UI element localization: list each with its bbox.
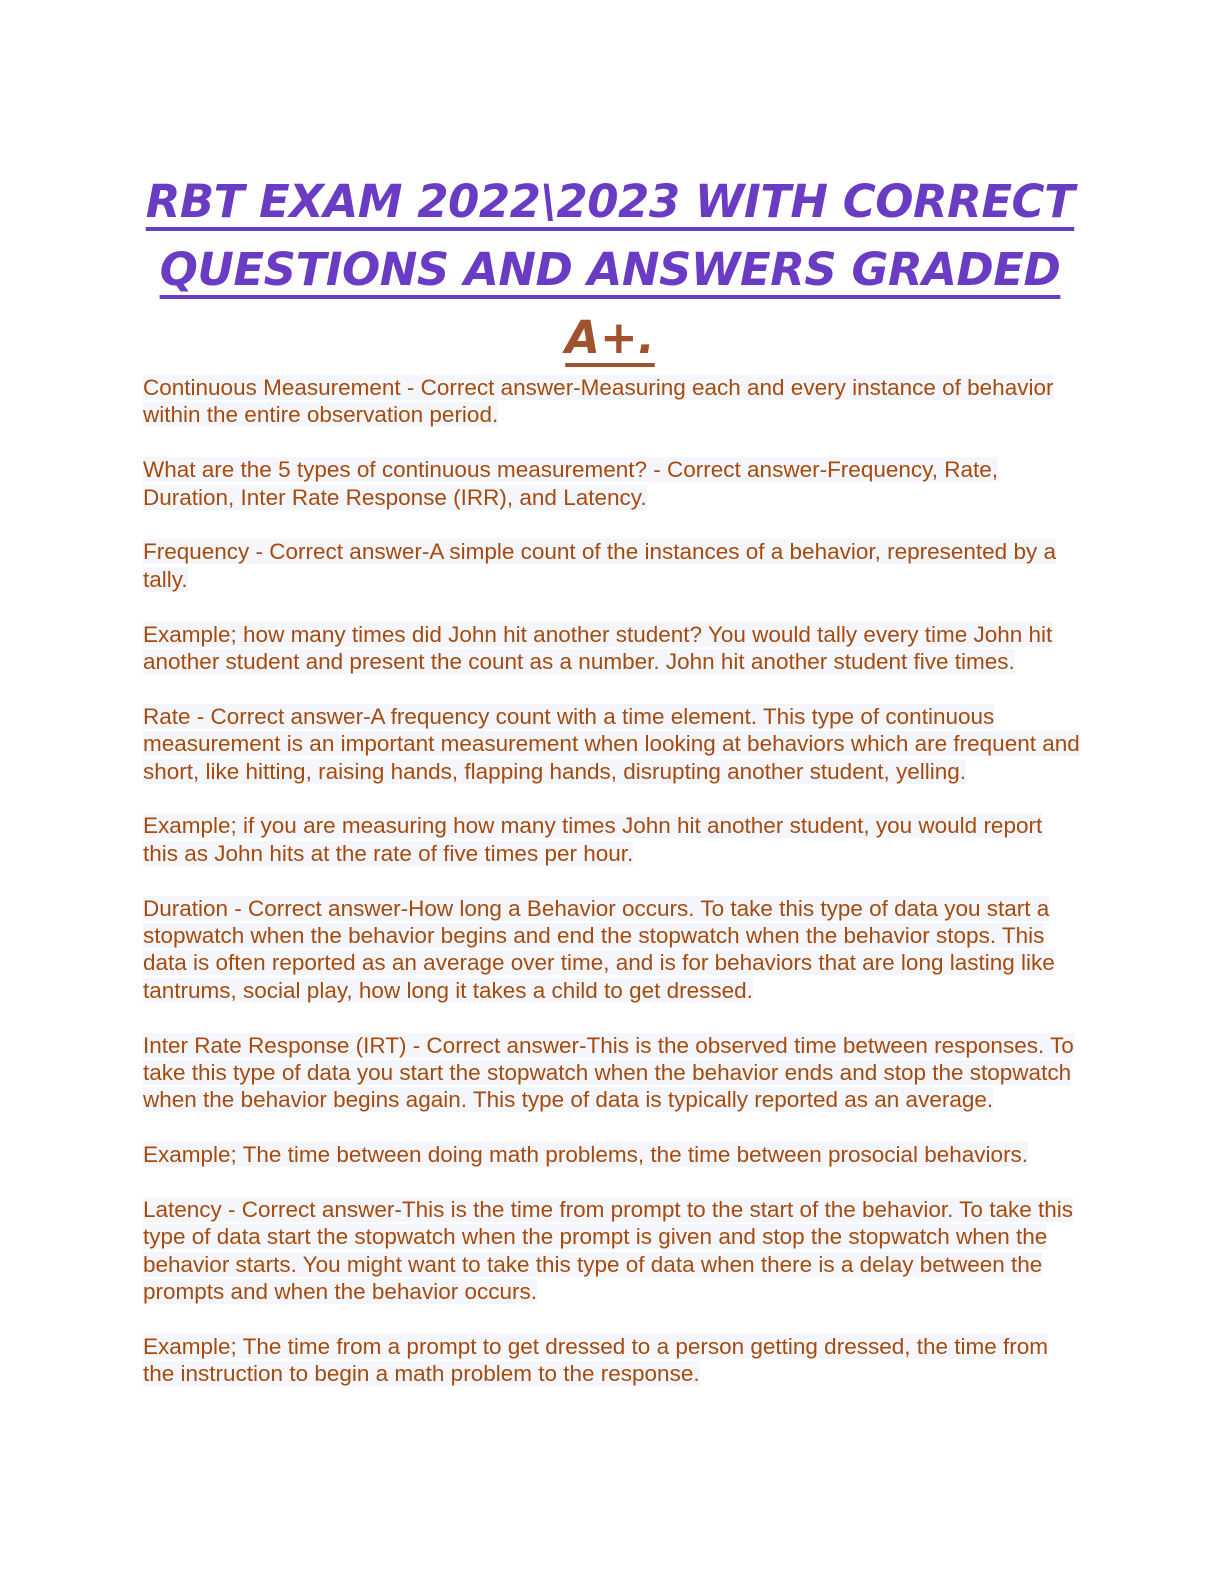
- paragraph-text: Continuous Measurement - Correct answer-Measuring each and every instance of behavior within the entire observation period.: [143, 375, 1054, 428]
- qa-paragraph: [143, 621, 1083, 676]
- title-line-2-text: QUESTIONS AND ANSWERS GRADED: [159, 243, 1061, 296]
- paragraph-text: Duration - Correct answer-How long a Behavior occurs. To take this type of data you start a stopwatch when the behavior begins and end the stopwatch when the behavior stops. This data is often reported as an average over time, and is for behaviors that are long lasting like tantrums, social play, how long it takes a child to get dressed.: [143, 895, 1055, 1003]
- title-line-1: [140, 168, 1080, 236]
- paragraph-text: Inter Rate Response (IRT) - Correct answer-This is the observed time between responses. To take this type of data you start the stopwatch when the behavior ends and stop the stopwatch when the behavior begins again. This type of data is typically reported as an average.: [143, 1032, 1074, 1113]
- qa-paragraph: [143, 374, 1083, 429]
- qa-content: [143, 374, 1083, 1415]
- paragraph-text: What are the 5 types of continuous measurement? - Correct answer-Frequency, Rate, Duration, Inter Rate Response (IRR), and Latency.: [143, 457, 998, 510]
- title-line-1-text: RBT EXAM 2022\2023 WITH CORRECT: [145, 175, 1075, 228]
- qa-paragraph: [143, 812, 1083, 867]
- paragraph-text: Latency - Correct answer-This is the time from prompt to the start of the behavior. To take this type of data start the stopwatch when the prompt is given and stop the stopwatch when the behavior starts. You might want to take this type of data when there is a delay between the prompts and when the behavior occurs.: [143, 1197, 1073, 1305]
- qa-paragraph: [143, 895, 1083, 1005]
- paragraph-text: Example; if you are measuring how many times John hit another student, you would report this as John hits at the rate of five times per hour.: [143, 813, 1043, 866]
- paragraph-text: Example; The time from a prompt to get dressed to a person getting dressed, the time from the instruction to begin a math problem to the response.: [143, 1334, 1049, 1387]
- qa-paragraph: [143, 538, 1083, 593]
- title-grade: A+.: [565, 311, 655, 364]
- qa-paragraph: [143, 1196, 1083, 1306]
- paragraph-text: Rate - Correct answer-A frequency count with a time element. This type of continuous measurement is an important measurement when looking at behaviors which are frequent and short, like hitting, raising hands, flapping hands, disrupting another student, yelling.: [143, 703, 1080, 784]
- paragraph-text: Example; how many times did John hit another student? You would tally every time John hit another student and present the count as a number. John hit another student five times.: [143, 621, 1053, 675]
- qa-paragraph: [143, 1032, 1083, 1114]
- qa-paragraph: [143, 1141, 1083, 1168]
- document-title: [140, 168, 1080, 372]
- qa-paragraph: [143, 1333, 1083, 1388]
- paragraph-text: Frequency - Correct answer-A simple count of the instances of a behavior, represented by a tally.: [143, 539, 1056, 592]
- title-line-2: [140, 236, 1080, 304]
- paragraph-text: Example; The time between doing math problems, the time between prosocial behaviors.: [143, 1142, 1029, 1168]
- qa-paragraph: [143, 456, 1083, 511]
- qa-paragraph: [143, 703, 1083, 785]
